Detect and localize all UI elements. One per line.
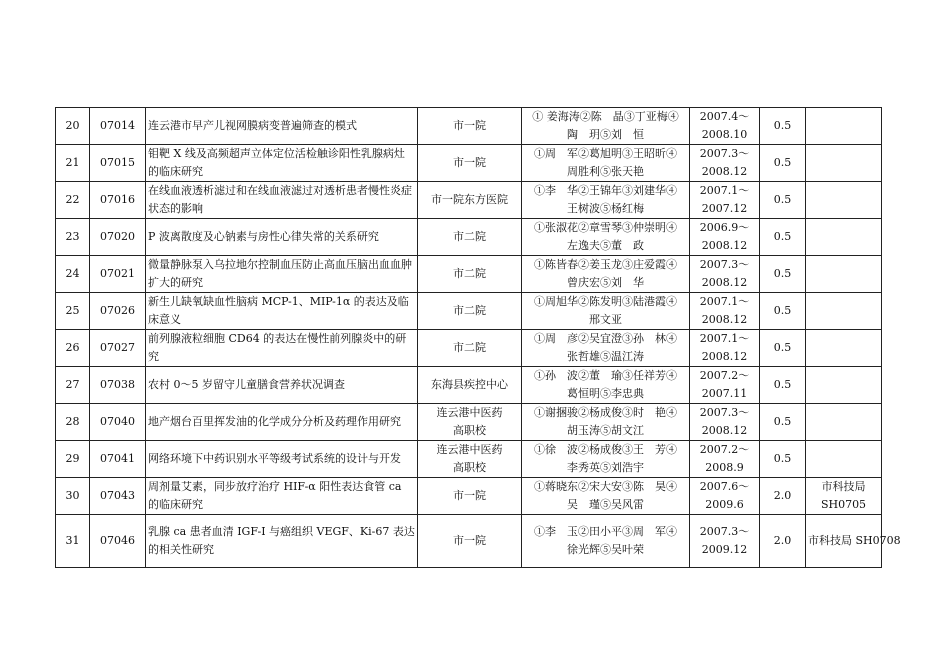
project-note-line: 市科技局 SH0708 <box>808 534 901 547</box>
project-members-line: ①孙 波②董 瑜③任祥芳④ <box>534 369 677 382</box>
project-period <box>690 256 760 293</box>
project-members-line: ①谢捆骏②杨成俊③时 艳④ <box>534 406 677 419</box>
project-funds: 0.5 <box>760 441 806 478</box>
project-code: 07021 <box>90 256 146 293</box>
project-code: 07014 <box>90 108 146 145</box>
project-funds: 0.5 <box>760 404 806 441</box>
project-members-line: ①周 彦②吴宜澄③孙 林④ <box>534 332 677 345</box>
table-row <box>56 182 882 219</box>
project-unit: 市一院 <box>418 145 522 182</box>
project-unit-line: 高职校 <box>453 424 486 437</box>
row-number: 26 <box>56 330 90 367</box>
project-period <box>690 293 760 330</box>
project-period <box>690 367 760 404</box>
project-period <box>690 219 760 256</box>
project-period-line: 2008.12 <box>701 424 748 437</box>
project-period <box>690 441 760 478</box>
project-unit: 市一院 <box>418 108 522 145</box>
project-note <box>806 441 882 478</box>
project-members-line: 左逸夫⑤董 政 <box>567 239 644 252</box>
project-members-line: 王树波⑤杨红梅 <box>567 202 644 215</box>
project-members-line: ①张淑花②章雪琴③仲崇明④ <box>534 221 677 234</box>
project-members-line: 胡玉涛⑤胡文江 <box>567 424 644 437</box>
project-members <box>522 478 690 515</box>
project-title: 乳腺 ca 患者血清 IGF-I 与癌组织 VEGF、Ki-67 表达的相关性研究 <box>146 515 418 568</box>
project-period-line: 2008.12 <box>701 313 748 326</box>
project-unit: 市一院东方医院 <box>418 182 522 219</box>
project-period-line: 2009.12 <box>701 543 748 556</box>
project-period <box>690 108 760 145</box>
project-members <box>522 219 690 256</box>
project-period-line: 2008.9 <box>705 461 744 474</box>
project-note <box>806 108 882 145</box>
project-period-line: 2008.12 <box>701 350 748 363</box>
project-members-line: ①陈皆春②姜玉龙③庄爱霞④ <box>534 258 677 271</box>
table-row <box>56 367 882 404</box>
project-title: 微量静脉泵入乌拉地尔控制血压防止高血压脑出血血肿扩大的研究 <box>146 256 418 293</box>
project-period-line: 2008.10 <box>701 128 748 141</box>
table-row <box>56 219 882 256</box>
project-members-line: ①徐 波②杨成俊③王 芳④ <box>534 443 677 456</box>
project-period <box>690 182 760 219</box>
project-members-line: ①蒋晓东②宋大安③陈 昊④ <box>534 480 677 493</box>
table-row <box>56 293 882 330</box>
project-note <box>806 293 882 330</box>
project-period-line: 2007.3～ <box>699 147 750 160</box>
project-members <box>522 441 690 478</box>
project-title: 农村 0～5 岁留守儿童膳食营养状况调查 <box>146 367 418 404</box>
project-code: 07027 <box>90 330 146 367</box>
project-members-line: ① 姜海涛②陈 晶③丁亚梅④ <box>532 110 679 123</box>
project-members <box>522 108 690 145</box>
project-code: 07046 <box>90 515 146 568</box>
project-title: 前列腺液粒细胞 CD64 的表达在慢性前列腺炎中的研究 <box>146 330 418 367</box>
project-table <box>55 107 901 568</box>
project-note-line: SH0705 <box>820 498 867 511</box>
project-period <box>690 145 760 182</box>
project-code: 07043 <box>90 478 146 515</box>
project-title: P 波离散度及心钠素与房性心律失常的关系研究 <box>146 219 418 256</box>
project-period-line: 2007.1～ <box>699 332 750 345</box>
project-period <box>690 478 760 515</box>
project-title: 新生儿缺氧缺血性脑病 MCP-1、MIP-1α 的表达及临床意义 <box>146 293 418 330</box>
project-period-line: 2007.11 <box>701 387 748 400</box>
project-unit: 市二院 <box>418 219 522 256</box>
project-funds: 0.5 <box>760 367 806 404</box>
project-note <box>806 478 882 515</box>
project-period <box>690 330 760 367</box>
table-row <box>56 515 882 568</box>
project-members-line: ①周旭华②陈发明③陆港霞④ <box>534 295 677 308</box>
project-note <box>806 367 882 404</box>
project-members-line: ①李 华②王锦年③刘建华④ <box>534 184 677 197</box>
project-members-line: 周胜利⑤张天艳 <box>567 165 644 178</box>
project-unit: 市二院 <box>418 293 522 330</box>
row-number: 30 <box>56 478 90 515</box>
table-body <box>56 108 901 568</box>
project-unit: 市一院 <box>418 478 522 515</box>
project-funds: 0.5 <box>760 219 806 256</box>
project-members-line: ①周 军②葛旭明③王昭昕④ <box>534 147 677 160</box>
project-funds: 2.0 <box>760 515 806 568</box>
project-note <box>806 515 901 568</box>
project-note <box>806 330 882 367</box>
row-number: 22 <box>56 182 90 219</box>
project-code: 07026 <box>90 293 146 330</box>
project-period-line: 2007.12 <box>701 202 748 215</box>
project-period-line: 2007.2～ <box>699 443 750 456</box>
row-number: 29 <box>56 441 90 478</box>
project-period <box>690 515 760 568</box>
project-members <box>522 145 690 182</box>
project-title: 周剂量艾素，同步放疗治疗 HIF-α 阳性表达食管 ca 的临床研究 <box>146 478 418 515</box>
table-row <box>56 330 882 367</box>
project-unit-line: 连云港中医药 <box>436 443 503 456</box>
project-note-line: 市科技局 <box>821 480 866 493</box>
project-period-line: 2006.9～ <box>699 221 750 234</box>
project-members-line: ①李 玉②田小平③周 军④ <box>534 525 677 538</box>
project-unit-line: 连云港中医药 <box>436 406 503 419</box>
project-note <box>806 256 882 293</box>
project-unit-line: 高职校 <box>453 461 486 474</box>
row-number: 24 <box>56 256 90 293</box>
project-members-line: 陶 玥⑤刘 恒 <box>567 128 644 141</box>
project-members <box>522 404 690 441</box>
project-period-line: 2007.3～ <box>699 406 750 419</box>
project-title: 在线血液透析滤过和在线血液滤过对透析患者慢性炎症状态的影响 <box>146 182 418 219</box>
project-members <box>522 515 690 568</box>
project-code: 07040 <box>90 404 146 441</box>
project-title: 连云港市早产儿视网膜病变普遍筛查的模式 <box>146 108 418 145</box>
project-funds: 0.5 <box>760 145 806 182</box>
table-row <box>56 108 882 145</box>
row-number: 27 <box>56 367 90 404</box>
project-period-line: 2007.1～ <box>699 184 750 197</box>
project-period-line: 2007.3～ <box>699 525 750 538</box>
table-row <box>56 145 882 182</box>
project-note <box>806 182 882 219</box>
table-row <box>56 256 882 293</box>
project-members <box>522 293 690 330</box>
project-unit <box>418 441 522 478</box>
project-members-line: 葛恒明⑤李忠典 <box>567 387 644 400</box>
project-period-line: 2007.2～ <box>699 369 750 382</box>
project-unit: 市二院 <box>418 256 522 293</box>
project-members <box>522 367 690 404</box>
project-members-line: 邢文亚 <box>589 313 622 326</box>
project-funds: 0.5 <box>760 330 806 367</box>
project-funds: 2.0 <box>760 478 806 515</box>
project-period-line: 2008.12 <box>701 239 748 252</box>
row-number: 20 <box>56 108 90 145</box>
project-funds: 0.5 <box>760 108 806 145</box>
project-title: 网络环境下中药识别水平等级考试系统的设计与开发 <box>146 441 418 478</box>
project-members <box>522 256 690 293</box>
project-members-line: 徐光辉⑤吴叶荣 <box>567 543 644 556</box>
project-note <box>806 404 882 441</box>
project-unit <box>418 404 522 441</box>
project-funds: 0.5 <box>760 182 806 219</box>
project-funds: 0.5 <box>760 256 806 293</box>
project-code: 07038 <box>90 367 146 404</box>
project-members-line: 吴 瑾⑤吴风雷 <box>567 498 644 511</box>
project-code: 07015 <box>90 145 146 182</box>
project-members <box>522 182 690 219</box>
project-title: 钼靶 X 线及高频超声立体定位活检触诊阳性乳腺病灶的临床研究 <box>146 145 418 182</box>
row-number: 31 <box>56 515 90 568</box>
project-period-line: 2008.12 <box>701 165 748 178</box>
project-funds: 0.5 <box>760 293 806 330</box>
project-period-line: 2007.3～ <box>699 258 750 271</box>
project-title: 地产烟台百里挥发油的化学成分分析及药理作用研究 <box>146 404 418 441</box>
project-period-line: 2007.1～ <box>699 295 750 308</box>
project-period-line: 2009.6 <box>705 498 744 511</box>
row-number: 21 <box>56 145 90 182</box>
project-unit: 市二院 <box>418 330 522 367</box>
project-code: 07041 <box>90 441 146 478</box>
project-unit: 市一院 <box>418 515 522 568</box>
project-members <box>522 330 690 367</box>
project-period-line: 2007.6～ <box>699 480 750 493</box>
project-members-line: 李秀英⑤刘浩宇 <box>567 461 644 474</box>
row-number: 28 <box>56 404 90 441</box>
row-number: 23 <box>56 219 90 256</box>
project-note <box>806 219 882 256</box>
table-row <box>56 404 882 441</box>
table-row <box>56 441 882 478</box>
project-code: 07016 <box>90 182 146 219</box>
project-code: 07020 <box>90 219 146 256</box>
project-note <box>806 145 882 182</box>
project-period-line: 2007.4～ <box>699 110 750 123</box>
table-row <box>56 478 882 515</box>
project-period <box>690 404 760 441</box>
row-number: 25 <box>56 293 90 330</box>
project-members-line: 曾庆宏⑤刘 华 <box>567 276 644 289</box>
project-members-line: 张哲雄⑤温江涛 <box>567 350 644 363</box>
project-period-line: 2008.12 <box>701 276 748 289</box>
project-unit: 东海县疾控中心 <box>418 367 522 404</box>
